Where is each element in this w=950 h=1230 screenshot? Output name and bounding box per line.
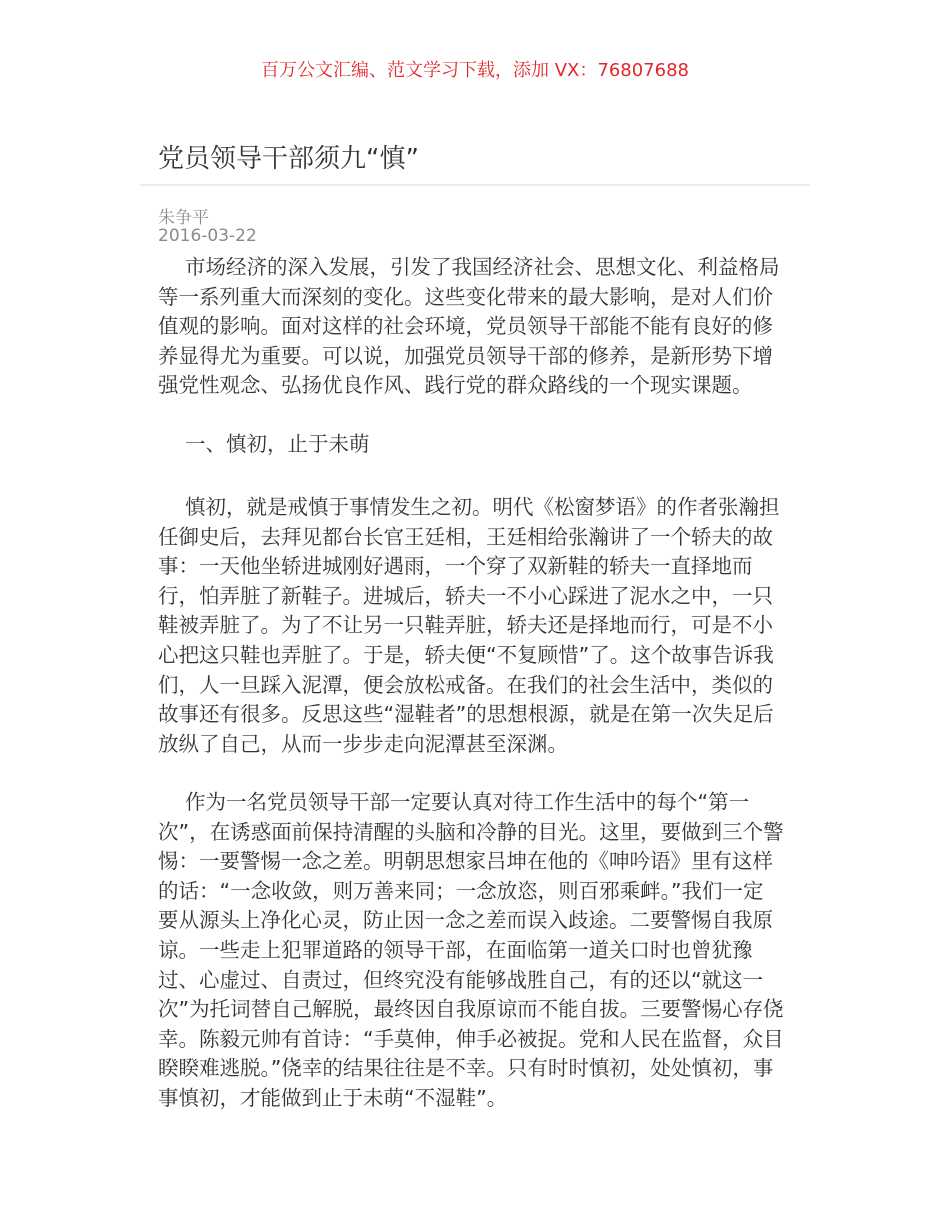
paragraph-line: 睽睽难逃脱。”侥幸的结果往往是不幸。只有时时慎初，处处慎初，事 <box>158 1056 774 1081</box>
paragraph-line: 次”为托词替自己解脱，最终因自我原谅而不能自拔。三要警惕心存侥 <box>158 997 784 1022</box>
paragraph-line: 作为一名党员领导干部一定要认真对待工作生活中的每个“第一 <box>185 790 750 814</box>
paragraph-line: 放纵了自己，从而一步步走向泥潭甚至深渊。 <box>158 731 568 756</box>
paragraph-line: 等一系列重大而深刻的变化。这些变化带来的最大影响，是对人们价 <box>158 284 773 309</box>
paragraph-line: 任御史后，去拜见都台长官王廷相，王廷相给张瀚讲了一个轿夫的故 <box>158 524 773 549</box>
paragraph-line: 过、心虚过、自责过，但终究没有能够战胜自己，有的还以“就这一 <box>158 967 764 992</box>
paragraph-3 <box>158 788 798 1114</box>
article-title: 党员领导干部须九“慎” <box>158 144 419 174</box>
paragraph-line: 们，人一旦踩入泥潭，便会放松戒备。在我们的社会生活中，类似的 <box>158 672 773 697</box>
paragraph-line: 强党性观念、弘扬优良作风、践行党的群众路线的一个现实课题。 <box>158 373 753 398</box>
paragraph-line: 惕：一要警惕一念之差。明朝思想家吕坤在他的《呻吟语》里有这样 <box>158 849 773 874</box>
paragraph-2 <box>158 493 798 759</box>
paragraph-line: 养显得尤为重要。可以说，加强党员领导干部的修养，是新形势下增 <box>158 343 773 368</box>
paragraph-1 <box>158 253 798 401</box>
paragraph-line: 心把这只鞋也弄脏了。于是，轿夫便“不复顾惜”了。这个故事告诉我 <box>158 642 774 667</box>
section-heading <box>158 430 798 460</box>
paragraph-line: 行，怕弄脏了新鞋子。进城后，轿夫一不小心踩进了泥水之中，一只 <box>158 583 773 608</box>
section-heading-text: 一、慎初，止于未萌 <box>185 432 370 456</box>
article-author: 朱争平 <box>158 208 209 228</box>
paragraph-line: 幸。陈毅元帅有首诗：“手莫伸，伸手必被捉。党和人民在监督，众目 <box>158 1026 784 1051</box>
paragraph-line: 故事还有很多。反思这些“湿鞋者”的思想根源，就是在第一次失足后 <box>158 702 774 727</box>
paragraph-line: 市场经济的深入发展，引发了我国经济社会、思想文化、利益格局 <box>185 255 780 279</box>
paragraph-line: 的话：“一念收敛，则万善来同；一念放恣，则百邪乘衅。”我们一定 <box>158 878 764 903</box>
paragraph-line: 鞋被弄脏了。为了不让另一只鞋弄脏，轿夫还是择地而行，可是不小 <box>158 613 773 638</box>
title-divider <box>140 184 810 186</box>
article-date: 2016-03-22 <box>158 226 257 246</box>
paragraph-line: 值观的影响。面对这样的社会环境，党员领导干部能不能有良好的修 <box>158 314 773 339</box>
paragraph-line: 次”，在诱惑面前保持清醒的头脑和冷静的目光。这里，要做到三个警 <box>158 819 784 844</box>
promo-banner: 百万公文汇编、范文学习下载，添加 VX：76807688 <box>261 60 689 81</box>
paragraph-line: 事慎初，才能做到止于未萌“不湿鞋”。 <box>158 1085 508 1110</box>
paragraph-line: 要从源头上净化心灵，防止因一念之差而误入歧途。二要警惕自我原 <box>158 908 773 933</box>
paragraph-line: 慎初，就是戒慎于事情发生之初。明代《松窗梦语》的作者张瀚担 <box>185 495 780 519</box>
paragraph-line: 谅。一些走上犯罪道路的领导干部，在面临第一道关口时也曾犹豫 <box>158 937 753 962</box>
paragraph-line: 事：一天他坐轿进城刚好遇雨，一个穿了双新鞋的轿夫一直择地而 <box>158 554 753 579</box>
